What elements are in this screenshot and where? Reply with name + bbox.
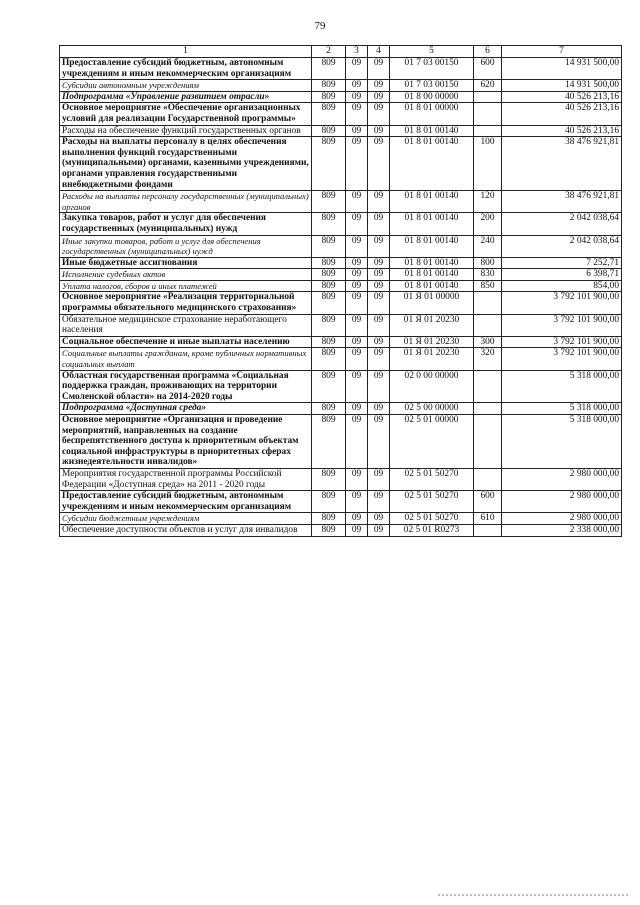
amount: 5 318 000,00: [502, 403, 622, 415]
target-article-code: 01 7 03 00150: [390, 80, 474, 92]
section-code: 09: [346, 213, 368, 235]
subsection-code: 09: [368, 125, 390, 137]
item-name: Расходы на обеспечение функций государственных органов: [60, 125, 312, 137]
table-row: [60, 213, 622, 235]
table-row: [60, 292, 622, 314]
item-name: Предоставление субсидий бюджетным, автономным учреждениям и иным некоммерческим организациям: [60, 491, 312, 513]
header-col-1: 1: [60, 46, 312, 58]
ministry-code: 809: [312, 80, 346, 92]
section-code: 09: [346, 103, 368, 125]
amount: 3 792 101 900,00: [502, 336, 622, 348]
item-name: Основное мероприятие «Обеспечение организационных условий для реализации Государственной программы»: [60, 103, 312, 125]
expense-type-code: 600: [474, 58, 502, 80]
expense-type-code: [474, 125, 502, 137]
expense-type-code: [474, 292, 502, 314]
section-code: 09: [346, 348, 368, 370]
table-row: [60, 314, 622, 336]
ministry-code: 809: [312, 280, 346, 292]
subsection-code: 09: [368, 213, 390, 235]
target-article-code: 01 8 01 00000: [390, 103, 474, 125]
ministry-code: 809: [312, 468, 346, 490]
table-row: [60, 191, 622, 213]
subsection-code: 09: [368, 137, 390, 191]
section-code: 09: [346, 292, 368, 314]
table-row: [60, 125, 622, 137]
table-row: [60, 348, 622, 370]
section-code: 09: [346, 336, 368, 348]
item-name: Обеспечение доступности объектов и услуг для инвалидов: [60, 524, 312, 536]
amount: 2 042 038,64: [502, 235, 622, 257]
expense-type-code: 830: [474, 269, 502, 281]
expense-type-code: 320: [474, 348, 502, 370]
subsection-code: 09: [368, 257, 390, 269]
section-code: 09: [346, 80, 368, 92]
scan-artifact: [438, 894, 628, 899]
table-row: [60, 257, 622, 269]
amount: 40 526 213,16: [502, 125, 622, 137]
header-col-7: 7: [502, 46, 622, 58]
item-name: Иные бюджетные ассигнования: [60, 257, 312, 269]
budget-table: [59, 45, 622, 537]
table-row: [60, 91, 622, 103]
item-name: Подпрограмма «Управление развитием отрасли»: [60, 91, 312, 103]
ministry-code: 809: [312, 257, 346, 269]
amount: 14 931 500,00: [502, 58, 622, 80]
target-article-code: 01 8 00 00000: [390, 91, 474, 103]
section-code: 09: [346, 491, 368, 513]
section-code: 09: [346, 91, 368, 103]
table-row: [60, 370, 622, 403]
subsection-code: 09: [368, 80, 390, 92]
ministry-code: 809: [312, 91, 346, 103]
expense-type-code: [474, 524, 502, 536]
amount: 5 318 000,00: [502, 415, 622, 469]
target-article-code: 01 8 01 00140: [390, 137, 474, 191]
target-article-code: 01 Я 01 20230: [390, 336, 474, 348]
table-row: [60, 336, 622, 348]
subsection-code: 09: [368, 415, 390, 469]
item-name: Основное мероприятие «Организация и проведение мероприятий, направленных на создание беспрепятственного доступа к приоритетным объектам социальной инфраструктуры в приоритетных сферах жизнедеятельности инвалидов»: [60, 415, 312, 469]
section-code: 09: [346, 257, 368, 269]
expense-type-code: 200: [474, 213, 502, 235]
amount: 2 042 038,64: [502, 213, 622, 235]
target-article-code: 02 5 01 R0273: [390, 524, 474, 536]
amount: 2 338 000,00: [502, 524, 622, 536]
subsection-code: 09: [368, 314, 390, 336]
section-code: 09: [346, 415, 368, 469]
ministry-code: 809: [312, 191, 346, 213]
target-article-code: 01 8 01 00140: [390, 235, 474, 257]
ministry-code: 809: [312, 524, 346, 536]
amount: 38 476 921,81: [502, 191, 622, 213]
page-number: 79: [314, 20, 326, 32]
target-article-code: 02 5 01 00000: [390, 415, 474, 469]
section-code: 09: [346, 269, 368, 281]
section-code: 09: [346, 524, 368, 536]
ministry-code: 809: [312, 235, 346, 257]
expense-type-code: [474, 314, 502, 336]
ministry-code: 809: [312, 403, 346, 415]
subsection-code: 09: [368, 513, 390, 525]
table-row: [60, 524, 622, 536]
amount: 3 792 101 900,00: [502, 292, 622, 314]
expense-type-code: 600: [474, 491, 502, 513]
table-row: [60, 468, 622, 490]
target-article-code: 01 7 03 00150: [390, 58, 474, 80]
subsection-code: 09: [368, 468, 390, 490]
subsection-code: 09: [368, 269, 390, 281]
expense-type-code: [474, 103, 502, 125]
subsection-code: 09: [368, 58, 390, 80]
target-article-code: 01 8 01 00140: [390, 257, 474, 269]
ministry-code: 809: [312, 513, 346, 525]
table-row: [60, 235, 622, 257]
target-article-code: 02 5 01 50270: [390, 513, 474, 525]
table-row: [60, 103, 622, 125]
item-name: Расходы на выплаты персоналу в целях обеспечения выполнения функций государственными (муниципальными) органами, казенными учреждениями, органами управления государственными внебюджетными фондами: [60, 137, 312, 191]
subsection-code: 09: [368, 403, 390, 415]
amount: 7 252,71: [502, 257, 622, 269]
amount: 2 980 000,00: [502, 491, 622, 513]
target-article-code: 02 5 01 50270: [390, 468, 474, 490]
subsection-code: 09: [368, 280, 390, 292]
ministry-code: 809: [312, 348, 346, 370]
expense-type-code: [474, 415, 502, 469]
header-col-5: 5: [390, 46, 474, 58]
section-code: 09: [346, 513, 368, 525]
target-article-code: 01 8 01 00140: [390, 125, 474, 137]
section-code: 09: [346, 370, 368, 403]
table-row: [60, 403, 622, 415]
ministry-code: 809: [312, 292, 346, 314]
expense-type-code: [474, 403, 502, 415]
expense-type-code: 850: [474, 280, 502, 292]
item-name: Субсидии автономным учреждениям: [60, 80, 312, 92]
table-row: [60, 513, 622, 525]
section-code: 09: [346, 403, 368, 415]
section-code: 09: [346, 137, 368, 191]
item-name: Иные закупки товаров, работ и услуг для обеспечения государственных (муниципальных) нужд: [60, 235, 312, 257]
item-name: Областная государственная программа «Социальная поддержка граждан, проживающих на территории Смоленской области» на 2014-2020 годы: [60, 370, 312, 403]
amount: 3 792 101 900,00: [502, 348, 622, 370]
subsection-code: 09: [368, 336, 390, 348]
table-row: [60, 269, 622, 281]
expense-type-code: 100: [474, 137, 502, 191]
ministry-code: 809: [312, 491, 346, 513]
amount: 2 980 000,00: [502, 468, 622, 490]
ministry-code: 809: [312, 58, 346, 80]
item-name: Расходы на выплаты персоналу государственных (муниципальных) органов: [60, 191, 312, 213]
subsection-code: 09: [368, 348, 390, 370]
ministry-code: 809: [312, 103, 346, 125]
subsection-code: 09: [368, 524, 390, 536]
item-name: Основное мероприятие «Реализация территориальной программы обязательного медицинского страхования»: [60, 292, 312, 314]
amount: 6 398,71: [502, 269, 622, 281]
target-article-code: 01 8 01 00140: [390, 269, 474, 281]
subsection-code: 09: [368, 292, 390, 314]
item-name: Мероприятия государственной программы Российской Федерации «Доступная среда» на 2011 - 2020 годы: [60, 468, 312, 490]
ministry-code: 809: [312, 269, 346, 281]
table-row: [60, 58, 622, 80]
amount: 2 980 000,00: [502, 513, 622, 525]
amount: 40 526 213,16: [502, 103, 622, 125]
item-name: Закупка товаров, работ и услуг для обеспечения государственных (муниципальных) нужд: [60, 213, 312, 235]
ministry-code: 809: [312, 415, 346, 469]
table-row: [60, 491, 622, 513]
section-code: 09: [346, 125, 368, 137]
header-col-3: 3: [346, 46, 368, 58]
header-col-2: 2: [312, 46, 346, 58]
expense-type-code: [474, 91, 502, 103]
section-code: 09: [346, 280, 368, 292]
subsection-code: 09: [368, 370, 390, 403]
subsection-code: 09: [368, 91, 390, 103]
header-col-6: 6: [474, 46, 502, 58]
section-code: 09: [346, 58, 368, 80]
expense-type-code: 300: [474, 336, 502, 348]
expense-type-code: 610: [474, 513, 502, 525]
amount: 38 476 921,81: [502, 137, 622, 191]
expense-type-code: [474, 370, 502, 403]
ministry-code: 809: [312, 213, 346, 235]
ministry-code: 809: [312, 336, 346, 348]
expense-type-code: 120: [474, 191, 502, 213]
subsection-code: 09: [368, 191, 390, 213]
header-col-4: 4: [368, 46, 390, 58]
table-row: [60, 137, 622, 191]
expense-type-code: 800: [474, 257, 502, 269]
item-name: Исполнение судебных актов: [60, 269, 312, 281]
table-row: [60, 80, 622, 92]
item-name: Предоставление субсидий бюджетным, автономным учреждениям и иным некоммерческим организациям: [60, 58, 312, 80]
amount: 854,00: [502, 280, 622, 292]
section-code: 09: [346, 314, 368, 336]
target-article-code: 02 5 00 00000: [390, 403, 474, 415]
ministry-code: 809: [312, 370, 346, 403]
amount: 5 318 000,00: [502, 370, 622, 403]
header-row: [60, 46, 622, 58]
table-row: [60, 415, 622, 469]
item-name: Субсидии бюджетным учреждениям: [60, 513, 312, 525]
item-name: Обязательное медицинское страхование неработающего населения: [60, 314, 312, 336]
target-article-code: 02 5 01 50270: [390, 491, 474, 513]
item-name: Уплата налогов, сборов и иных платежей: [60, 280, 312, 292]
amount: 14 931 500,00: [502, 80, 622, 92]
target-article-code: 01 8 01 00140: [390, 280, 474, 292]
expense-type-code: 620: [474, 80, 502, 92]
target-article-code: 02 0 00 00000: [390, 370, 474, 403]
expense-type-code: [474, 468, 502, 490]
ministry-code: 809: [312, 125, 346, 137]
target-article-code: 01 8 01 00140: [390, 213, 474, 235]
table-row: [60, 280, 622, 292]
section-code: 09: [346, 235, 368, 257]
target-article-code: 01 8 01 00140: [390, 191, 474, 213]
subsection-code: 09: [368, 491, 390, 513]
subsection-code: 09: [368, 103, 390, 125]
target-article-code: 01 Я 01 00000: [390, 292, 474, 314]
amount: 40 526 213,16: [502, 91, 622, 103]
section-code: 09: [346, 468, 368, 490]
target-article-code: 01 Я 01 20230: [390, 348, 474, 370]
item-name: Подпрограмма «Доступная среда»: [60, 403, 312, 415]
expense-type-code: 240: [474, 235, 502, 257]
target-article-code: 01 Я 01 20230: [390, 314, 474, 336]
ministry-code: 809: [312, 137, 346, 191]
amount: 3 792 101 900,00: [502, 314, 622, 336]
subsection-code: 09: [368, 235, 390, 257]
item-name: Социальные выплаты гражданам, кроме публичных нормативных социальных выплат: [60, 348, 312, 370]
section-code: 09: [346, 191, 368, 213]
ministry-code: 809: [312, 314, 346, 336]
item-name: Социальное обеспечение и иные выплаты населению: [60, 336, 312, 348]
